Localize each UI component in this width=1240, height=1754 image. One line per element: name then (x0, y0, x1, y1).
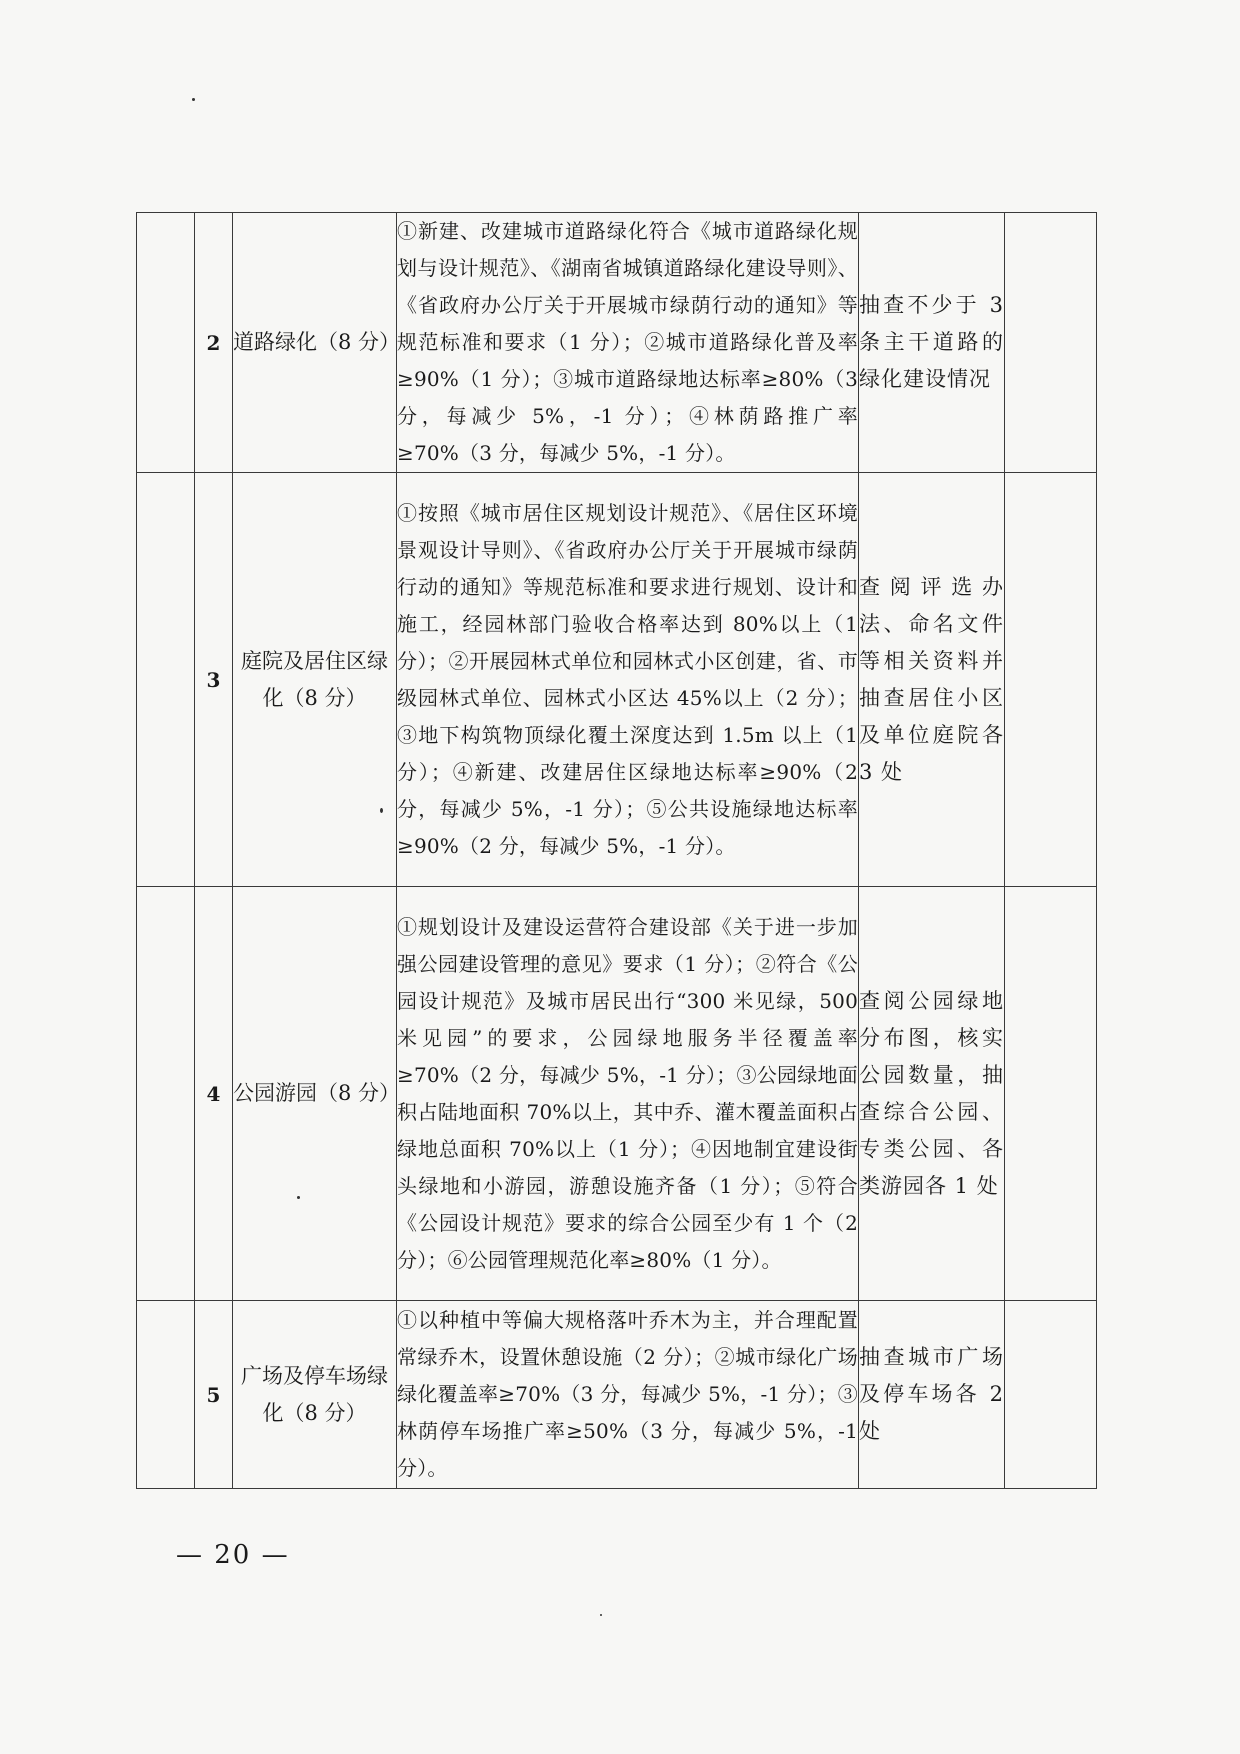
category-cell (137, 473, 195, 887)
table-row (137, 887, 1097, 1301)
item-name: 庭院及居住区绿化（8 分） (233, 473, 397, 887)
table-row (137, 473, 1097, 887)
criteria-text: ①按照《城市居住区规划设计规范》、《居住区环境景观设计导则》、《省政府办公厅关于开展城市绿荫行动的通知》等规范标准和要求进行规划、设计和施工，经园林部门验收合格率达到 80%以上（1 分）；②开展园林式单位和园林式小区创建，省、市级园林式单位、园林式小区达 45%以上（2 分）；③地下构筑物顶绿化覆土深度达到 1.5m 以上（1 分）；④新建、改建居住区绿地达标率≥90%（2 分，每减少 5%，-1 分）；⑤公共设施绿地达标率≥90%（2 分，每减少 5%，-1 分）。 (397, 473, 859, 887)
scan-speck (600, 1614, 602, 1616)
score-cell (1005, 213, 1097, 473)
table-row (137, 1301, 1097, 1489)
score-cell (1005, 887, 1097, 1301)
item-name: 广场及停车场绿化（8 分） (233, 1301, 397, 1489)
inspection-method: 抽查不少于 3 条主干道路的绿化建设情况 (859, 213, 1005, 473)
assessment-table (136, 212, 1097, 1489)
row-number: 4 (195, 887, 233, 1301)
category-cell (137, 887, 195, 1301)
category-cell (137, 213, 195, 473)
row-number: 2 (195, 213, 233, 473)
score-cell (1005, 473, 1097, 887)
criteria-text: ①规划设计及建设运营符合建设部《关于进一步加强公园建设管理的意见》要求（1 分）；②符合《公园设计规范》及城市居民出行“300 米见绿，500 米见园”的要求，公园绿地服务半径覆盖率≥70%（2 分，每减少 5%，-1 分）；③公园绿地面积占陆地面积 70%以上，其中乔、灌木覆盖面积占绿地总面积 70%以上（1 分）；④因地制宜建设街头绿地和小游园，游憩设施齐备（1 分）；⑤符合《公园设计规范》要求的综合公园至少有 1 个（2 分）；⑥公园管理规范化率≥80%（1 分）。 (397, 887, 859, 1301)
row-number: 3 (195, 473, 233, 887)
inspection-method: 查阅评选办法、命名文件等相关资料并抽查居住小区及单位庭院各 3 处 (859, 473, 1005, 887)
score-cell (1005, 1301, 1097, 1489)
item-name: 道路绿化（8 分） (233, 213, 397, 473)
item-name: 公园游园（8 分） (233, 887, 397, 1301)
criteria-text: ①新建、改建城市道路绿化符合《城市道路绿化规划与设计规范》、《湖南省城镇道路绿化建设导则》、《省政府办公厅关于开展城市绿荫行动的通知》等规范标准和要求（1 分）；②城市道路绿化普及率≥90%（1 分）；③城市道路绿地达标率≥80%（3 分，每减少 5%，-1 分）；④林荫路推广率≥70%（3 分，每减少 5%，-1 分）。 (397, 213, 859, 473)
inspection-method: 查阅公园绿地分布图，核实公园数量，抽查综合公园、专类公园、各类游园各 1 处 (859, 887, 1005, 1301)
row-number: 5 (195, 1301, 233, 1489)
category-cell (137, 1301, 195, 1489)
inspection-method: 抽查城市广场及停车场各 2 处 (859, 1301, 1005, 1489)
scan-speck (192, 98, 195, 101)
criteria-text: ①以种植中等偏大规格落叶乔木为主，并合理配置常绿乔木，设置休憩设施（2 分）；②城市绿化广场绿化覆盖率≥70%（3 分，每减少 5%，-1 分）；③林荫停车场推广率≥50%（3 分，每减少 5%，-1 分）。 (397, 1301, 859, 1489)
table-row (137, 213, 1097, 473)
page-number: — 20 — (176, 1540, 290, 1570)
